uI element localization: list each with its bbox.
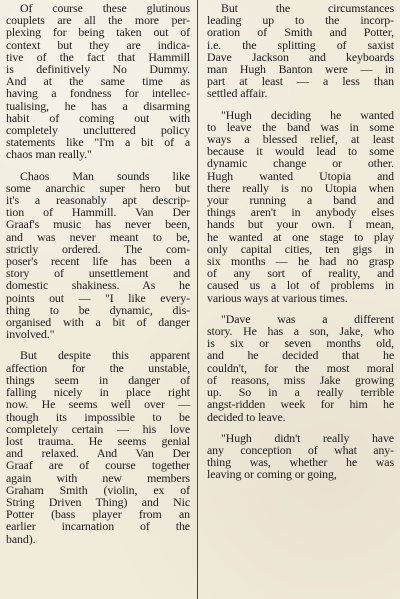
left-paragraph-2 [6, 170, 190, 341]
left-paragraph-1 [6, 2, 190, 161]
text-line: Graham Smith (violin, ex of [6, 482, 190, 497]
text-line: statements like "I'm a bit of a [6, 135, 190, 150]
text-line: habit of coming out with [6, 110, 190, 125]
text-line: organised with a bit of danger [6, 315, 190, 330]
text-line: because it would lead to some [207, 144, 394, 159]
text-line: completely uncluttered policy [6, 123, 190, 138]
text-line: ways a blessed relief, at least [207, 132, 394, 147]
left-paragraph-3 [6, 349, 190, 544]
text-line: of reasons, miss Jake growing [207, 372, 394, 387]
text-line: tion of Hammill. Van Der [6, 205, 190, 220]
text-line: caused us a lot of problems in [207, 278, 394, 293]
text-line: and relaxed. And Van Der [6, 446, 190, 461]
text-line: involved." [6, 327, 55, 342]
text-line: leaving or coming or going, [207, 467, 337, 482]
text-line: context but they are indica- [6, 37, 190, 52]
text-line: poser's recent life has been a [6, 254, 190, 269]
text-line: things seem in danger of [6, 372, 190, 387]
text-line: is six or seven months old, [207, 336, 394, 351]
text-line: to leave the band was in some [207, 119, 394, 134]
text-line: dynamic change or other. [207, 156, 394, 171]
text-line: And at the same time as [6, 74, 190, 89]
text-line: and he decided that he [207, 348, 394, 363]
text-line: various ways at various times. [207, 290, 348, 305]
text-line: again with new members [6, 470, 190, 485]
text-line: band). [6, 531, 36, 546]
text-line: strictly ordered. The com- [6, 241, 190, 256]
text-line: part at least — a less than [207, 74, 394, 89]
right-column [207, 2, 394, 490]
text-line: story of unsettlement and [6, 266, 190, 281]
text-line: hands but your own. I mean, [207, 217, 394, 232]
text-line: man Hugh Banton were — in [207, 62, 394, 77]
right-paragraph-1 [207, 2, 394, 100]
text-line: decided to leave. [207, 409, 286, 424]
text-line: only capital cities, ten gigs in [207, 241, 394, 256]
right-paragraph-4 [207, 432, 394, 481]
text-line: your running a band and [207, 193, 394, 208]
text-line: tualising, he has a disarming [6, 98, 190, 113]
text-line: completely certain — his love [6, 421, 190, 436]
text-line: couplets are all the more per- [6, 13, 190, 28]
text-line: is definitively No Dummy. [6, 62, 190, 77]
text-line: any conception of what any- [207, 442, 394, 457]
text-line: Potter (bass player from an [6, 507, 190, 522]
text-line: points out — "I like every- [6, 290, 190, 305]
text-line: it's a reasonably apt descrip- [6, 193, 190, 208]
text-line: i.e. the splitting of saxist [207, 37, 394, 52]
text-line: Dave Jackson and keyboards [207, 49, 394, 64]
text-line: String Driven Thing) and Nic [6, 494, 190, 509]
text-line: oration of Smith and Potter, [207, 25, 394, 40]
text-line: now. He seems well over — [6, 397, 190, 412]
text-line: tive of the fact that Hammill [6, 49, 190, 64]
text-line: some anarchic super hero but [6, 180, 190, 195]
left-column [6, 2, 190, 554]
text-line: having a fondness for intellec- [6, 86, 190, 101]
text-line: thing to be dynamic, dis- [6, 302, 190, 317]
text-line: settled affair. [207, 86, 268, 101]
text-line: and was never meant to be, [6, 229, 190, 244]
text-line: "Dave was a different [221, 311, 394, 326]
text-line: things aren't in anybody elses [207, 205, 394, 220]
text-line: Graaf are of course together [6, 458, 190, 473]
text-line: "Hugh deciding he wanted [221, 107, 394, 122]
text-line: leading up to the incorp- [207, 13, 394, 28]
text-line: up. So in a really terrible [207, 385, 394, 400]
right-paragraph-3 [207, 313, 394, 423]
text-line: of any sort of reality, and [207, 266, 394, 281]
text-line: chaos man really." [6, 147, 92, 162]
text-line: though its impossible to be [6, 409, 190, 424]
text-line: he wanted at one stage to play [207, 229, 394, 244]
text-line: But despite this apparent [20, 348, 190, 363]
text-line: Chaos Man sounds like [20, 168, 190, 183]
text-line: But the circumstances [221, 1, 394, 15]
text-line: there really is no Utopia when [207, 180, 394, 195]
text-line: six months — he had no grasp [207, 254, 394, 269]
text-line: Hugh wanted Utopia and [207, 168, 394, 183]
column-divider [197, 0, 198, 599]
text-line: couldn't, for the most moral [207, 360, 394, 375]
text-line: thing was, whether he was [207, 455, 394, 470]
text-line: lost trauma. He seems genial [6, 433, 190, 448]
text-line: domestic shakiness. As he [6, 278, 190, 293]
text-line: "Hugh didn't really have [221, 430, 394, 445]
text-line: plexing for being taken out of [6, 25, 190, 40]
text-line: affection for the unstable, [6, 360, 190, 375]
text-line: angst-ridden week for him he [207, 397, 394, 412]
text-line: falling nicely in place right [6, 385, 190, 400]
text-line: story. He has a son, Jake, who [207, 324, 394, 339]
text-line: Of course these glutinous [20, 1, 190, 15]
right-paragraph-2 [207, 109, 394, 304]
text-line: Graaf's music has never been, [6, 217, 190, 232]
text-line: earlier incarnation of the [6, 519, 190, 534]
